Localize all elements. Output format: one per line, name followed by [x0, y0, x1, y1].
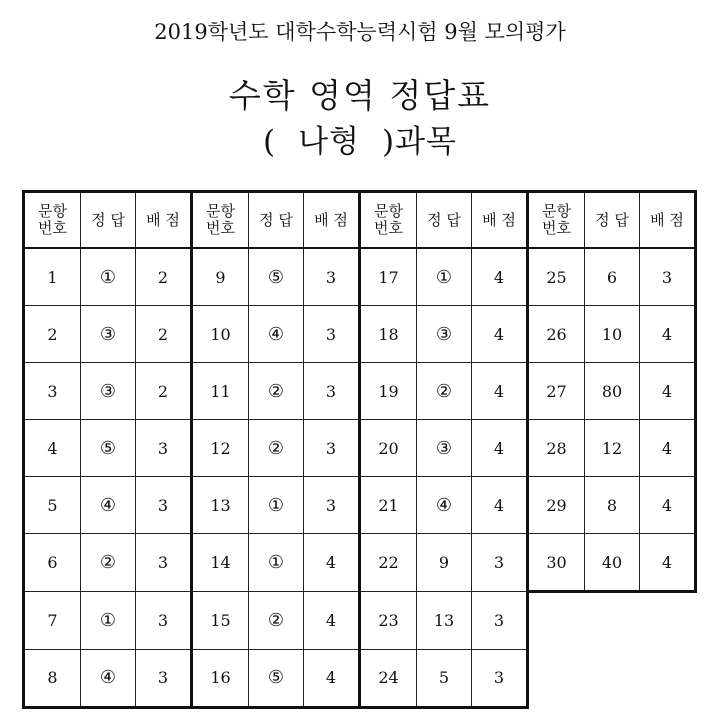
- question-number-cell: 13: [192, 477, 249, 534]
- points-cell: 3: [136, 592, 192, 650]
- question-number-cell: 15: [192, 592, 249, 650]
- header-points: 배 점: [640, 192, 696, 249]
- answer-cell: ③: [81, 306, 136, 363]
- question-number-cell: 18: [360, 306, 417, 363]
- points-cell: 3: [472, 534, 528, 592]
- points-cell: 4: [640, 420, 696, 477]
- question-number-cell: 19: [360, 363, 417, 420]
- points-cell: 4: [472, 420, 528, 477]
- answer-cell: ⑤: [81, 420, 136, 477]
- exam-subtitle: 2019학년도 대학수학능력시험 9월 모의평가: [154, 20, 566, 44]
- question-number-cell: 21: [360, 477, 417, 534]
- answer-cell: ④: [417, 477, 472, 534]
- header-question-number: [528, 192, 585, 249]
- points-cell: 3: [136, 649, 192, 707]
- question-number-cell: 5: [24, 477, 81, 534]
- header-question-number-line1: 문항: [542, 202, 571, 220]
- question-number-cell: 27: [528, 363, 585, 420]
- table-row: [24, 477, 696, 534]
- empty-cell: [528, 649, 696, 707]
- points-cell: 2: [136, 363, 192, 420]
- points-cell: 4: [304, 592, 360, 650]
- points-cell: 4: [472, 363, 528, 420]
- points-cell: 3: [304, 477, 360, 534]
- answer-cell: ④: [81, 477, 136, 534]
- question-number-cell: 3: [24, 363, 81, 420]
- points-cell: 3: [640, 248, 696, 306]
- question-number-cell: 2: [24, 306, 81, 363]
- type-open-paren: (: [262, 124, 277, 160]
- table-row: [24, 534, 696, 592]
- points-cell: 4: [304, 534, 360, 592]
- table-row: [24, 420, 696, 477]
- points-cell: 3: [304, 248, 360, 306]
- question-number-cell: 25: [528, 248, 585, 306]
- points-cell: 4: [472, 306, 528, 363]
- header-row: [24, 192, 696, 249]
- question-number-cell: 6: [24, 534, 81, 592]
- question-number-cell: 28: [528, 420, 585, 477]
- header-question-number: [360, 192, 417, 249]
- answer-cell: 8: [585, 477, 640, 534]
- table-row: [24, 306, 696, 363]
- answer-cell: ①: [81, 248, 136, 306]
- answer-cell: ①: [249, 477, 304, 534]
- points-cell: 2: [136, 306, 192, 363]
- answer-cell: ③: [417, 306, 472, 363]
- answer-cell: ①: [417, 248, 472, 306]
- answer-cell: 5: [417, 649, 472, 707]
- header-question-number: [192, 192, 249, 249]
- question-number-cell: 14: [192, 534, 249, 592]
- answer-cell: 80: [585, 363, 640, 420]
- answer-cell: ②: [417, 363, 472, 420]
- points-cell: 3: [136, 534, 192, 592]
- points-cell: 3: [136, 477, 192, 534]
- question-number-cell: 29: [528, 477, 585, 534]
- points-cell: 4: [472, 477, 528, 534]
- header-answer: 정 답: [81, 192, 136, 249]
- question-number-cell: 26: [528, 306, 585, 363]
- question-number-cell: 8: [24, 649, 81, 707]
- answer-cell: ④: [249, 306, 304, 363]
- header-question-number-line2: 번호: [38, 219, 67, 237]
- answer-cell: ①: [249, 534, 304, 592]
- answer-cell: ②: [249, 592, 304, 650]
- header-answer: 정 답: [249, 192, 304, 249]
- table-row: [24, 363, 696, 420]
- type-name: 나형: [298, 124, 360, 160]
- exam-type-title: [0, 116, 720, 161]
- points-cell: 3: [472, 649, 528, 707]
- table-row: [24, 248, 696, 306]
- answer-cell: 40: [585, 534, 640, 592]
- question-number-cell: 1: [24, 248, 81, 306]
- header-points: 배 점: [304, 192, 360, 249]
- points-cell: 4: [640, 477, 696, 534]
- answer-cell: ③: [417, 420, 472, 477]
- answer-key-table: [22, 190, 697, 709]
- answer-cell: ⑤: [249, 649, 304, 707]
- question-number-cell: 17: [360, 248, 417, 306]
- answer-cell: ②: [81, 534, 136, 592]
- answer-cell: 12: [585, 420, 640, 477]
- question-number-cell: 20: [360, 420, 417, 477]
- question-number-cell: 30: [528, 534, 585, 592]
- question-number-cell: 22: [360, 534, 417, 592]
- points-cell: 2: [136, 248, 192, 306]
- header-question-number-line1: 문항: [374, 202, 403, 220]
- header-question-number-line1: 문항: [206, 202, 235, 220]
- header-answer: 정 답: [417, 192, 472, 249]
- question-number-cell: 4: [24, 420, 81, 477]
- table-row: [24, 592, 696, 650]
- question-number-cell: 24: [360, 649, 417, 707]
- question-number-cell: 9: [192, 248, 249, 306]
- question-number-cell: 12: [192, 420, 249, 477]
- question-number-cell: 23: [360, 592, 417, 650]
- answer-cell: 9: [417, 534, 472, 592]
- answer-cell: 10: [585, 306, 640, 363]
- header-question-number: [24, 192, 81, 249]
- answer-cell: ④: [81, 649, 136, 707]
- points-cell: 4: [472, 248, 528, 306]
- answer-cell: ⑤: [249, 248, 304, 306]
- table-row: [24, 649, 696, 707]
- header-answer: 정 답: [585, 192, 640, 249]
- answer-cell: ②: [249, 420, 304, 477]
- points-cell: 4: [640, 363, 696, 420]
- points-cell: 3: [304, 363, 360, 420]
- question-number-cell: 11: [192, 363, 249, 420]
- answer-cell: ①: [81, 592, 136, 650]
- empty-cell: [528, 592, 696, 650]
- answer-cell: ③: [81, 363, 136, 420]
- points-cell: 4: [304, 649, 360, 707]
- page-title: 수학 영역 정답표: [228, 76, 492, 115]
- header-question-number-line2: 번호: [542, 219, 571, 237]
- header-question-number-line1: 문항: [38, 202, 67, 220]
- answer-cell: 6: [585, 248, 640, 306]
- points-cell: 3: [472, 592, 528, 650]
- points-cell: 3: [136, 420, 192, 477]
- header-points: 배 점: [136, 192, 192, 249]
- header-question-number-line2: 번호: [206, 219, 235, 237]
- points-cell: 4: [640, 534, 696, 592]
- points-cell: 3: [304, 306, 360, 363]
- type-close: )과목: [382, 124, 457, 160]
- question-number-cell: 16: [192, 649, 249, 707]
- question-number-cell: 10: [192, 306, 249, 363]
- answer-cell: ②: [249, 363, 304, 420]
- points-cell: 4: [640, 306, 696, 363]
- header-points: 배 점: [472, 192, 528, 249]
- answer-cell: 13: [417, 592, 472, 650]
- question-number-cell: 7: [24, 592, 81, 650]
- header-question-number-line2: 번호: [374, 219, 403, 237]
- points-cell: 3: [304, 420, 360, 477]
